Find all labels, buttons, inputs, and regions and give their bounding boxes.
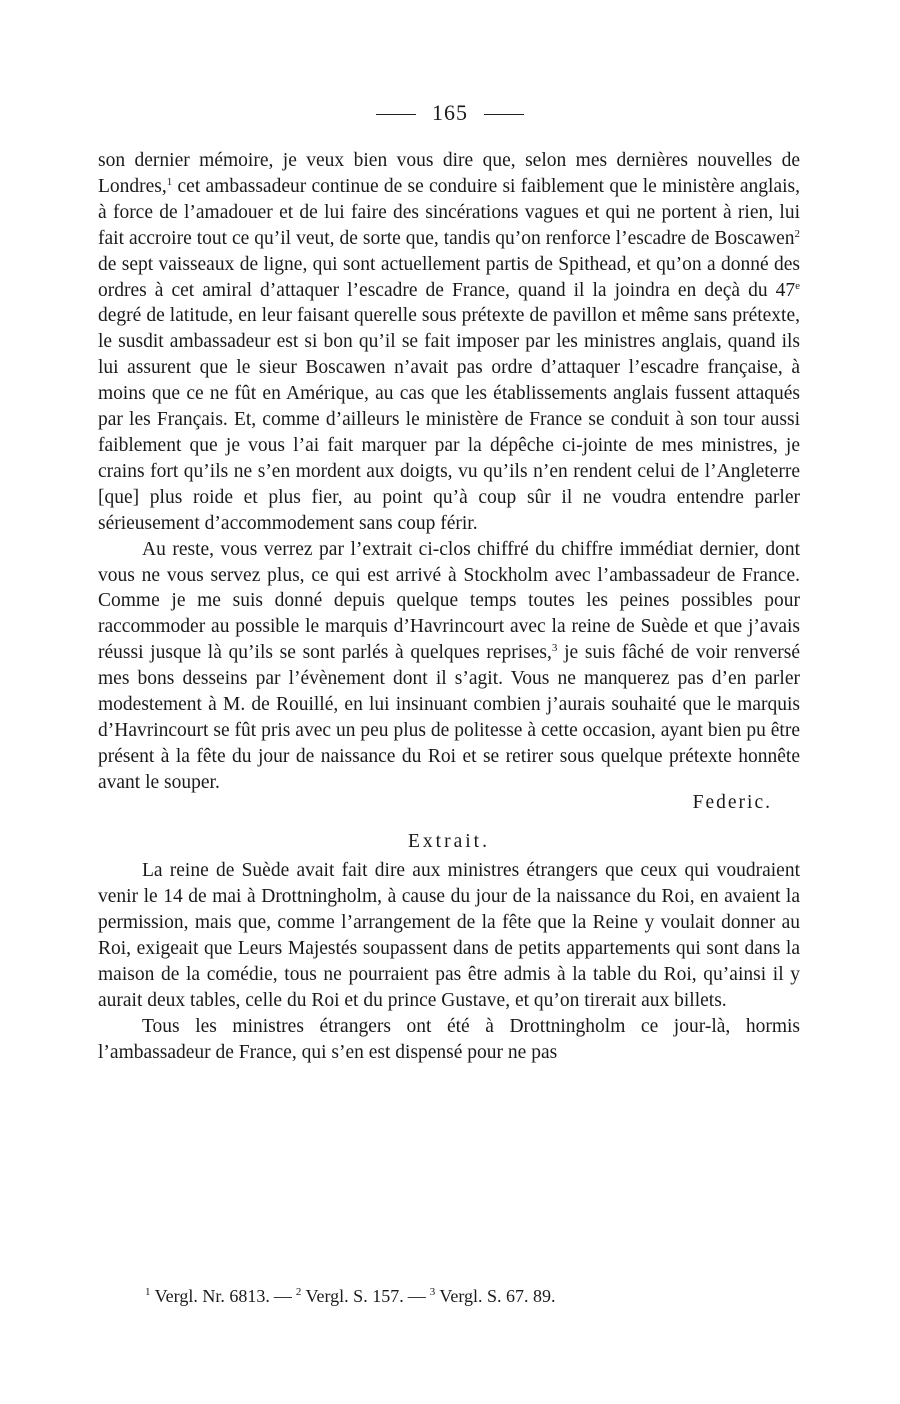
footnote-mark: 1 <box>145 1286 151 1298</box>
letter-text <box>98 148 800 796</box>
body-text <box>98 148 800 1066</box>
page-header <box>0 100 900 126</box>
footnote-ref: 3 <box>551 642 558 655</box>
footnote-ref: e <box>795 279 800 292</box>
header-dash-right <box>484 114 524 115</box>
page-number: 165 <box>432 100 468 125</box>
footnote: $^3$ Vergl. S. 67. 89. <box>429 1286 556 1306</box>
footnote-ref: 2 <box>794 227 800 240</box>
footnote-ref: 1 <box>166 175 173 188</box>
footnotes <box>145 1286 560 1307</box>
footnote: $^1$ Vergl. Nr. 6813. <box>145 1286 270 1306</box>
header-dash-left <box>376 114 416 115</box>
footnote-mark: 3 <box>429 1286 436 1298</box>
section-title: Extrait. <box>408 830 490 852</box>
footnote-mark: 2 <box>295 1286 302 1298</box>
paragraph: Au reste, vous verrez par l’extrait ci-clos chiffré du chiffre immédiat dernier, dont vous ne vous servez plus, ce qui est arrivé à Stockholm avec l’ambassadeur de France. Comme je me suis donné depuis quelque temps toutes les peines possibles pour raccommoder au possible le marquis d’Havrincourt avec la reine de Suède et que j’avais réussi jusque là qu’ils se sont parlés à quelques reprises,$^3$ je suis fâché de voir renversé mes bons desseins par l’évènement dont il s’agit. Vous ne manquerez pas d’en parler modestement à M. de Rouillé, en lui insinuant combien j’aurais souhaité que le marquis d’Havrincourt se fût pris avec un peu plus de politesse à cette occasion, ayant bien pu être présent à la fête du jour de naissance du Roi et se retirer sous quelque prétexte honnête avant le souper. <box>98 538 800 793</box>
footnote-separator: — <box>273 1286 292 1306</box>
footnote: $^2$ Vergl. S. 157. <box>295 1286 404 1306</box>
extrait-paragraph: La reine de Suède avait fait dire aux ministres étrangers que ceux qui voudraient venir le 14 de mai à Drottningholm, à cause du jour de la naissance du Roi, en avaient la permission, mais que, comme l’arrangement de la fête que la Reine y voulait donner au Roi, exigeait que Leurs Majestés soupassent dans de petits appartements qui sont dans la maison de la comédie, tous ne pourraient pas être admis à la table du Roi, qu’ainsi il y aurait deux tables, celle du Roi et du prince Gustave, et qu’on tirerait aux billets. <box>98 860 800 1011</box>
footnote-separator: — <box>407 1286 426 1306</box>
paragraph: son dernier mémoire, je veux bien vous dire que, selon mes dernières nouvelles de Londres,$^1$ cet ambassadeur continue de se conduire si faiblement que le ministère anglais, à force de l’amadouer et de lui faire des sincérations vagues et qui ne portent à rien, lui fait accroire tout ce qu’il veut, de sorte que, tandis qu’on renforce l’escadre de Boscawen$^2$ de sept vaisseaux de ligne, qui sont actuellement partis de Spithead, et qu’on a donné des ordres à cet amiral d’attaquer l’escadre de France, quand il la joindra en deçà du 47e degré de latitude, en leur faisant querelle sous prétexte de pavillon et même sans prétexte, le susdit ambassadeur est si bon qu’il se fait imposer par les ministres anglais, quand ils lui assurent que le sieur Boscawen n’avait pas ordre d’attaquer l’escadre française, à moins que ce ne fût en Amérique, au cas que les établissements anglais fussent attaqués par les Français. Et, comme d’ailleurs le ministère de France se conduit à son tour aussi faiblement que je vous l’ai fait marquer par la dépêche ci-jointe de mes ministres, je crains fort qu’ils ne s’en mordent aux doigts, vu qu’ils n’en rendent celui de l’Angleterre [que] plus roide et plus fier, au point qu’à coup sûr il ne voudra entendre parler sérieusement d’accommodement sans coup férir. <box>98 150 800 534</box>
extrait-paragraph: Tous les ministres étrangers ont été à Drottningholm ce jour-là, hormis l’ambassadeur de France, qui s’en est dispensé pour ne pas <box>98 1015 800 1063</box>
signature: Federic. <box>692 791 772 813</box>
